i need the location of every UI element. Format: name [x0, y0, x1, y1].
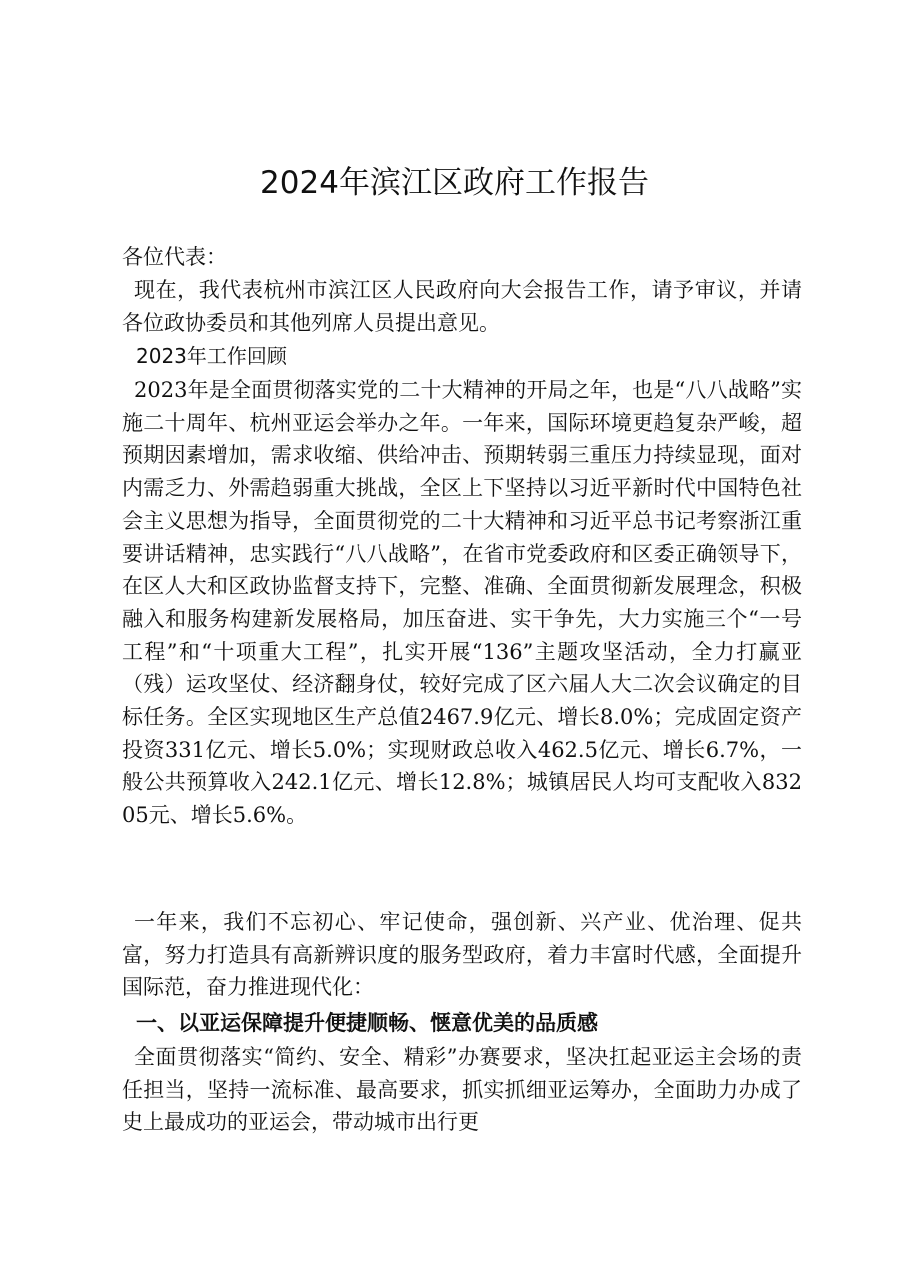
review-body-block — [122, 374, 802, 832]
review-heading-block — [122, 340, 802, 373]
review-heading: 2023年工作回顾 — [136, 344, 287, 368]
section1-heading: 一、以亚运保障提升便捷顺畅、惬意优美的品质感 — [136, 1011, 598, 1035]
document-title: 2024年滨江区政府工作报告 — [260, 165, 649, 201]
year-summary-block — [122, 906, 802, 1004]
year-summary-paragraph: 一年来，我们不忘初心、牢记使命，强创新、兴产业、优治理、促共富，努力打造具有高新辨识度的服务型政府，着力丰富时代感，全面提升国际范，奋力推进现代化： — [122, 910, 802, 1000]
section1-body-block — [122, 1041, 802, 1139]
review-paragraph: 2023年是全面贯彻落实党的二十大精神的开局之年，也是“八八战略”实施二十周年、杭州亚运会举办之年。一年来，国际环境更趋复杂严峻，超预期因素增加，需求收缩、供给冲击、预期转弱三重压力持续显现，面对内需乏力、外需趋弱重大挑战，全区上下坚持以习近平新时代中国特色社会主义思想为指导，全面贯彻党的二十大精神和习近平总书记考察浙江重要讲话精神，忠实践行“八八战略”，在省市党委政府和区委正确领导下，在区人大和区政协监督支持下，完整、准确、全面贯彻新发展理念，积极融入和服务构建新发展格局，加压奋进、实干争先，大力实施三个“一号工程”和“十项重大工程”，扎实开展“136”主题攻坚活动，全力打赢亚（残）运攻坚仗、经济翻身仗，较好完成了区六届人大二次会议确定的目标任务。全区实现地区生产总值2467.9亿元、增长8.0%；完成固定资产投资331亿元、增长5.0%；实现财政总收入462.5亿元、增长6.7%，一般公共预算收入242.1亿元、增长12.8%；城镇居民人均可支配收入83205元、增长5.6%。 — [122, 378, 802, 828]
section1-heading-block — [122, 1007, 802, 1040]
salutation: 各位代表： — [122, 245, 227, 269]
section1-paragraph: 全面贯彻落实“简约、安全、精彩”办赛要求，坚决扛起亚运主会场的责任担当，坚持一流标准、最高要求，抓实抓细亚运筹办，全面助力办成了史上最成功的亚运会，带动城市出行更 — [122, 1045, 802, 1135]
intro-paragraph: 现在，我代表杭州市滨江区人民政府向大会报告工作，请予审议，并请各位政协委员和其他列席人员提出意见。 — [122, 278, 802, 335]
document-body — [122, 274, 802, 339]
